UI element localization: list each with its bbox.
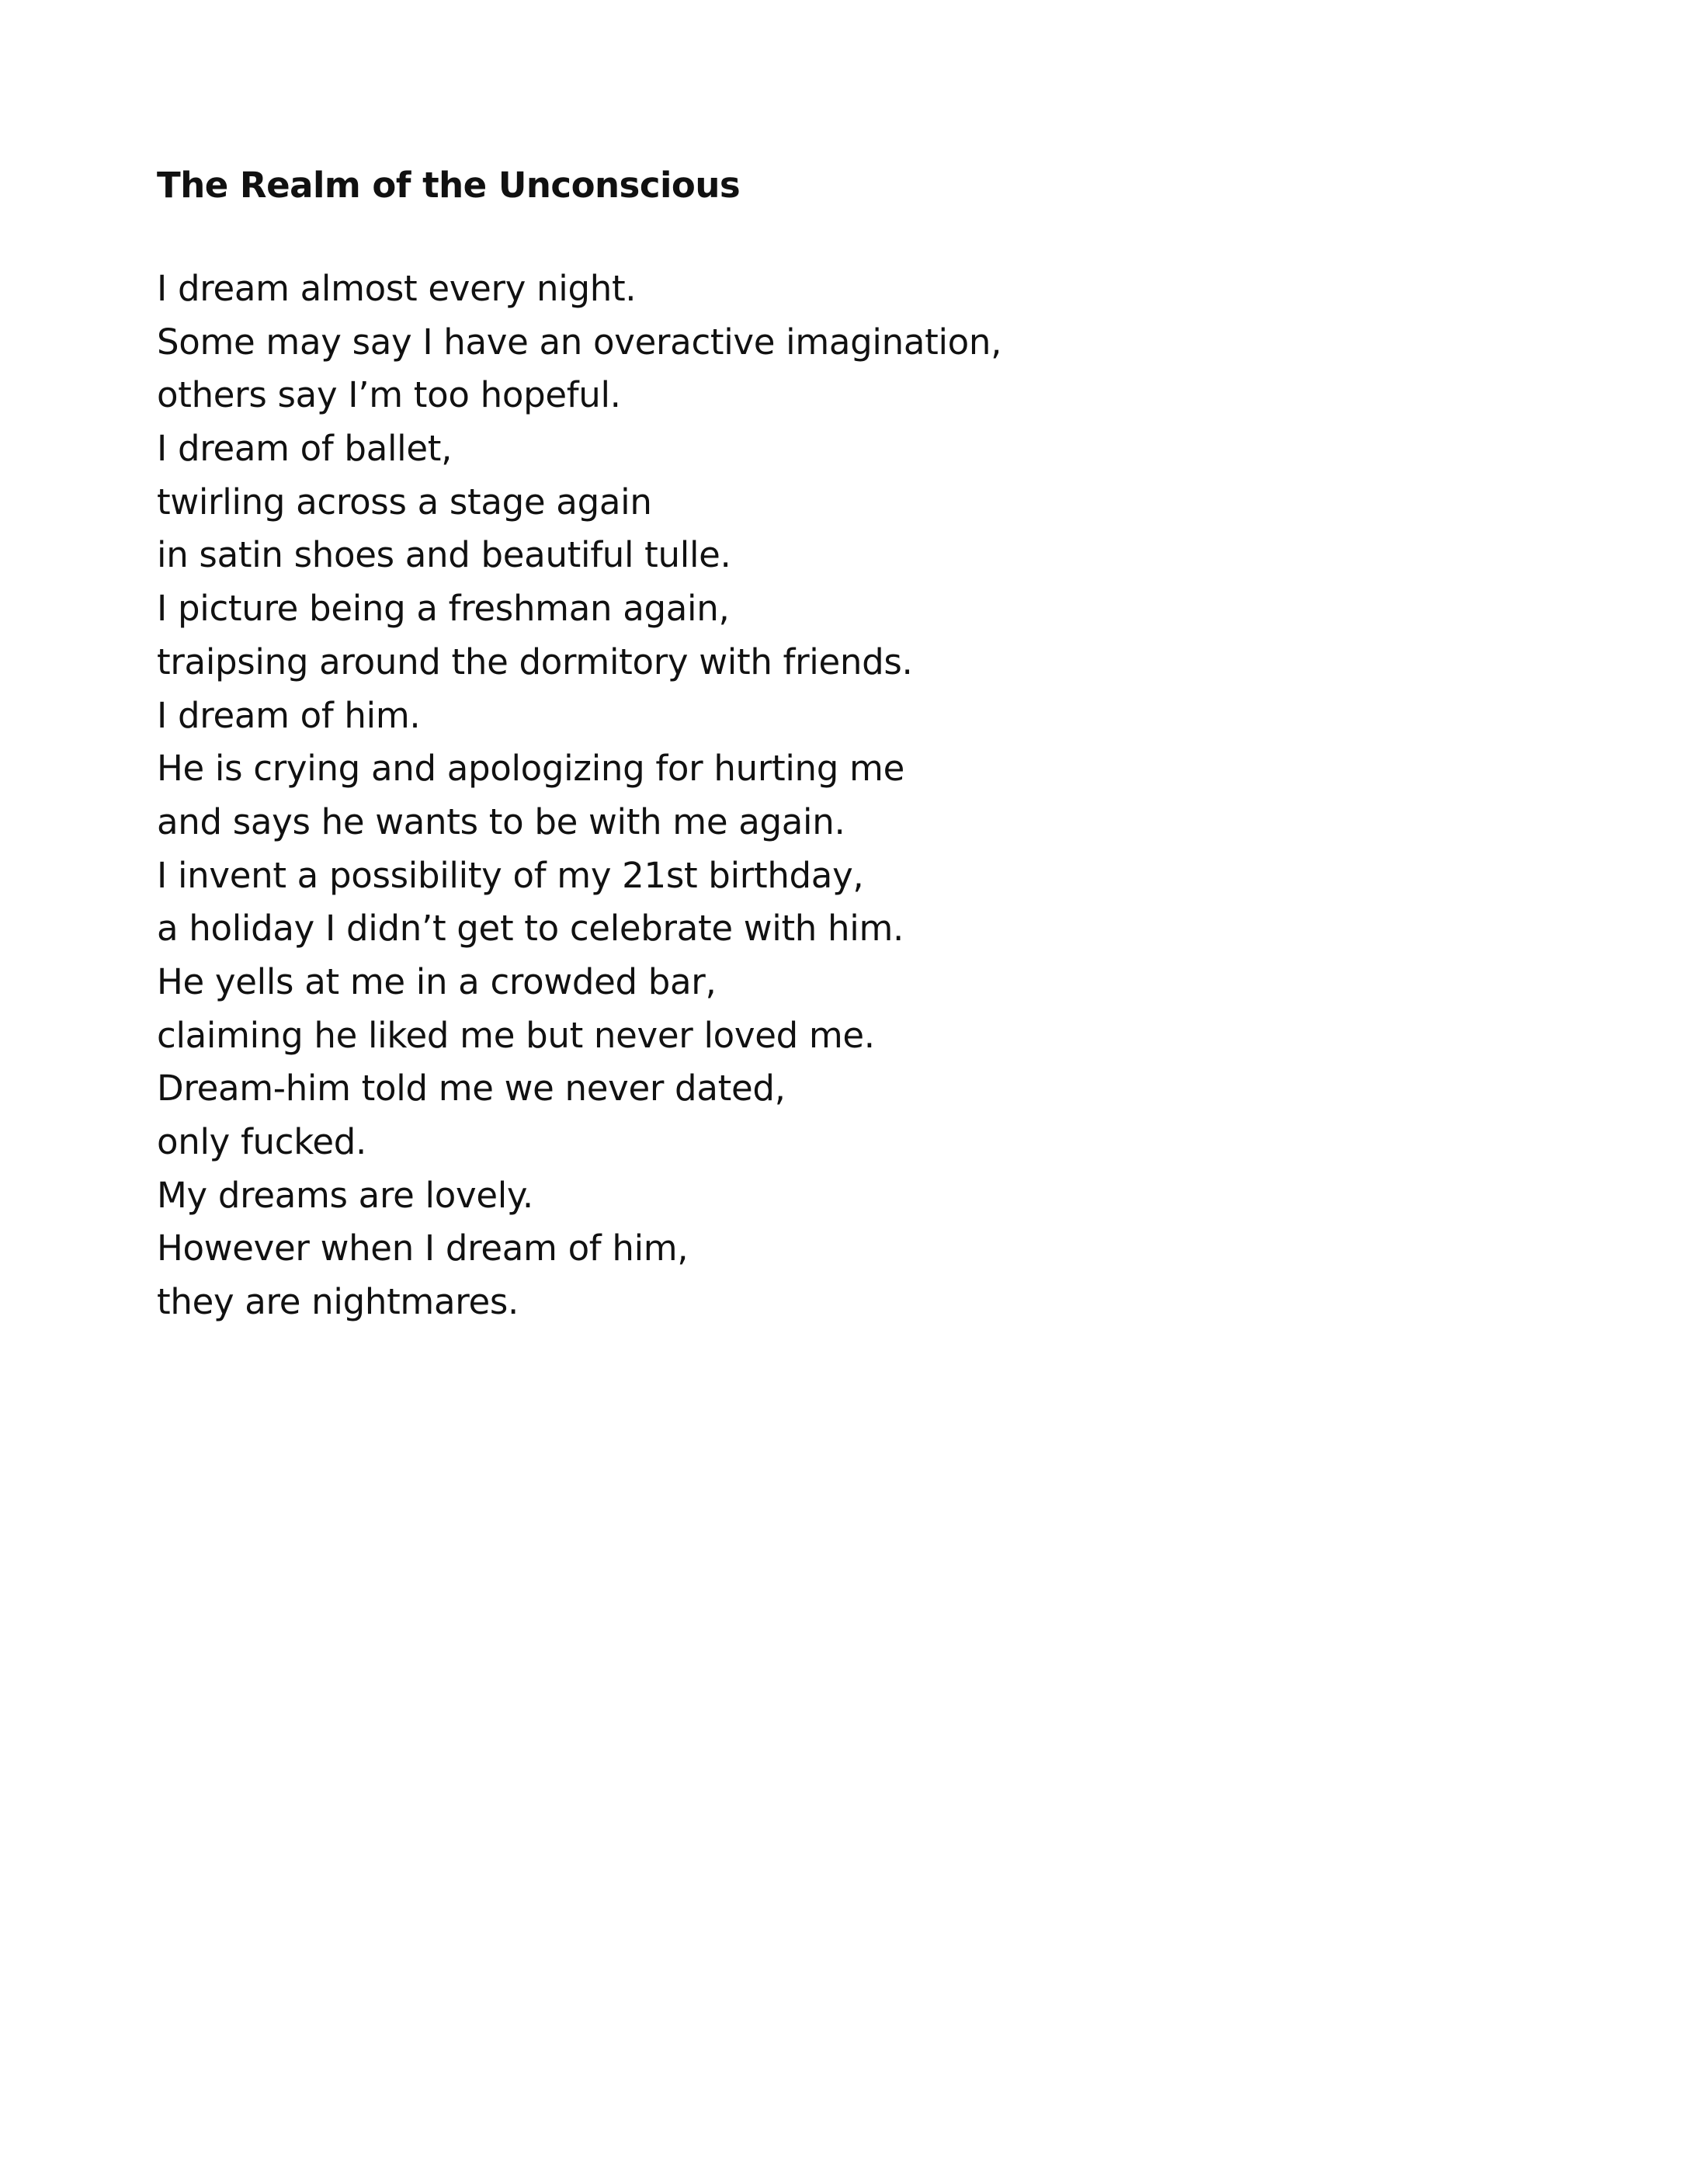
poem-body (157, 262, 1554, 1329)
poem-line: only fucked. (157, 1121, 367, 1162)
poem-line: a holiday I didn’t get to celebrate with him. (157, 908, 904, 950)
poem-line: My dreams are lovely. (157, 1174, 533, 1216)
poem-line: Some may say I have an overactive imagination, (157, 321, 1002, 363)
poem-line: However when I dream of him, (157, 1228, 689, 1269)
poem-line: I picture being a freshman again, (157, 588, 730, 630)
poem-line: I dream of ballet, (157, 428, 453, 470)
poem-line: traipsing around the dormitory with friends. (157, 641, 913, 682)
poem-line: in satin shoes and beautiful tulle. (157, 534, 731, 576)
poem-title: The Realm of the Unconscious (157, 165, 741, 206)
poem-line: and says he wants to be with me again. (157, 800, 845, 842)
poem-line: I invent a possibility of my 21st birthday, (157, 854, 864, 896)
poem-line: others say I’m too hopeful. (157, 374, 621, 416)
poem-line: He is crying and apologizing for hurting me (157, 748, 904, 790)
poem-line: Dream-him told me we never dated, (157, 1068, 786, 1110)
poem-line: they are nightmares. (157, 1281, 519, 1323)
poem (157, 158, 1554, 1329)
poem-line: claiming he liked me but never loved me. (157, 1014, 875, 1056)
poem-line: He yells at me in a crowded bar, (157, 960, 717, 1002)
poem-line: I dream of him. (157, 694, 421, 736)
poem-line: twirling across a stage again (157, 481, 652, 523)
poem-line: I dream almost every night. (157, 268, 637, 309)
